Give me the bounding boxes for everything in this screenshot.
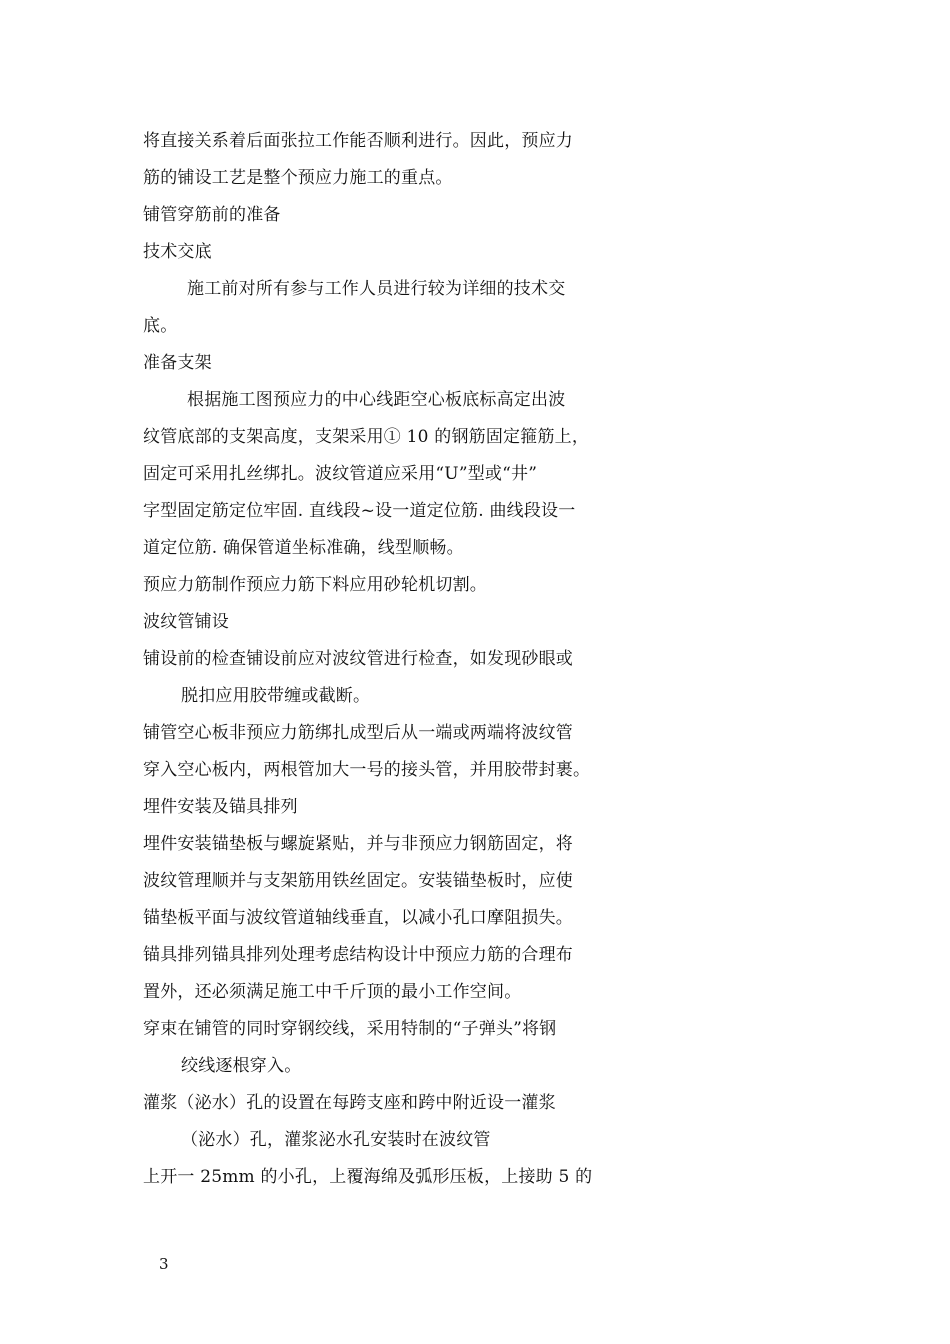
paragraph-line: 施工前对所有参与工作人员进行较为详细的技术交 xyxy=(187,279,566,299)
paragraph-line: （泌水）孔，灌浆泌水孔安装时在波纹管 xyxy=(181,1130,491,1150)
section-heading: 波纹管铺设 xyxy=(143,612,229,632)
paragraph-line: 底。 xyxy=(143,316,178,336)
paragraph-line: 灌浆（泌水）孔的设置在每跨支座和跨中附近设一灌浆 xyxy=(143,1093,556,1113)
paragraph-line: 铺设前的检查铺设前应对波纹管进行检查，如发现砂眼或 xyxy=(143,649,573,669)
section-heading: 埋件安装及锚具排列 xyxy=(143,797,298,817)
paragraph-line: 锚具排列锚具排列处理考虑结构设计中预应力筋的合理布 xyxy=(143,945,573,965)
paragraph-line: 固定可采用扎丝绑扎。波纹管道应采用“U”型或“井” xyxy=(143,464,538,484)
paragraph-line: 穿入空心板内，两根管加大一号的接头管，并用胶带封裹。 xyxy=(143,760,591,780)
paragraph-line: 预应力筋制作预应力筋下料应用砂轮机切割。 xyxy=(143,575,487,595)
paragraph-line: 置外，还必须满足施工中千斤顶的最小工作空间。 xyxy=(143,982,522,1002)
section-heading: 铺管穿筋前的准备 xyxy=(143,205,281,225)
paragraph-line: 锚垫板平面与波纹管道轴线垂直，以减小孔口摩阻损失。 xyxy=(143,908,573,928)
paragraph-line: 穿束在铺管的同时穿钢绞线，采用特制的“子弹头”将钢 xyxy=(143,1019,557,1039)
paragraph-line: 上开一 25mm 的小孔，上覆海绵及弧形压板，上接助 5 的 xyxy=(143,1167,593,1187)
paragraph-line: 波纹管理顺并与支架筋用铁丝固定。安装锚垫板时，应使 xyxy=(143,871,573,891)
page-number: 3 xyxy=(159,1255,169,1273)
paragraph-line: 纹管底部的支架高度，支架采用① 10 的钢筋固定箍筋上， xyxy=(143,427,590,447)
document-body xyxy=(143,123,643,1196)
paragraph-line: 筋的铺设工艺是整个预应力施工的重点。 xyxy=(143,168,453,188)
subsection-heading: 准备支架 xyxy=(143,353,212,373)
paragraph-line: 绞线逐根穿入。 xyxy=(181,1056,302,1076)
paragraph-line: 铺管空心板非预应力筋绑扎成型后从一端或两端将波纹管 xyxy=(143,723,573,743)
paragraph-line: 将直接关系着后面张拉工作能否顺利进行。因此，预应力 xyxy=(143,131,573,151)
paragraph-line: 字型固定筋定位牢固. 直线段~设一道定位筋. 曲线段设一 xyxy=(143,501,576,521)
paragraph-line: 根据施工图预应力的中心线距空心板底标高定出波 xyxy=(187,390,566,410)
paragraph-line: 道定位筋. 确保管道坐标准确，线型顺畅。 xyxy=(143,538,464,558)
subsection-heading: 技术交底 xyxy=(143,242,212,262)
paragraph-line: 脱扣应用胶带缠或截断。 xyxy=(181,686,371,706)
paragraph-line: 埋件安装锚垫板与螺旋紧贴，并与非预应力钢筋固定，将 xyxy=(143,834,573,854)
